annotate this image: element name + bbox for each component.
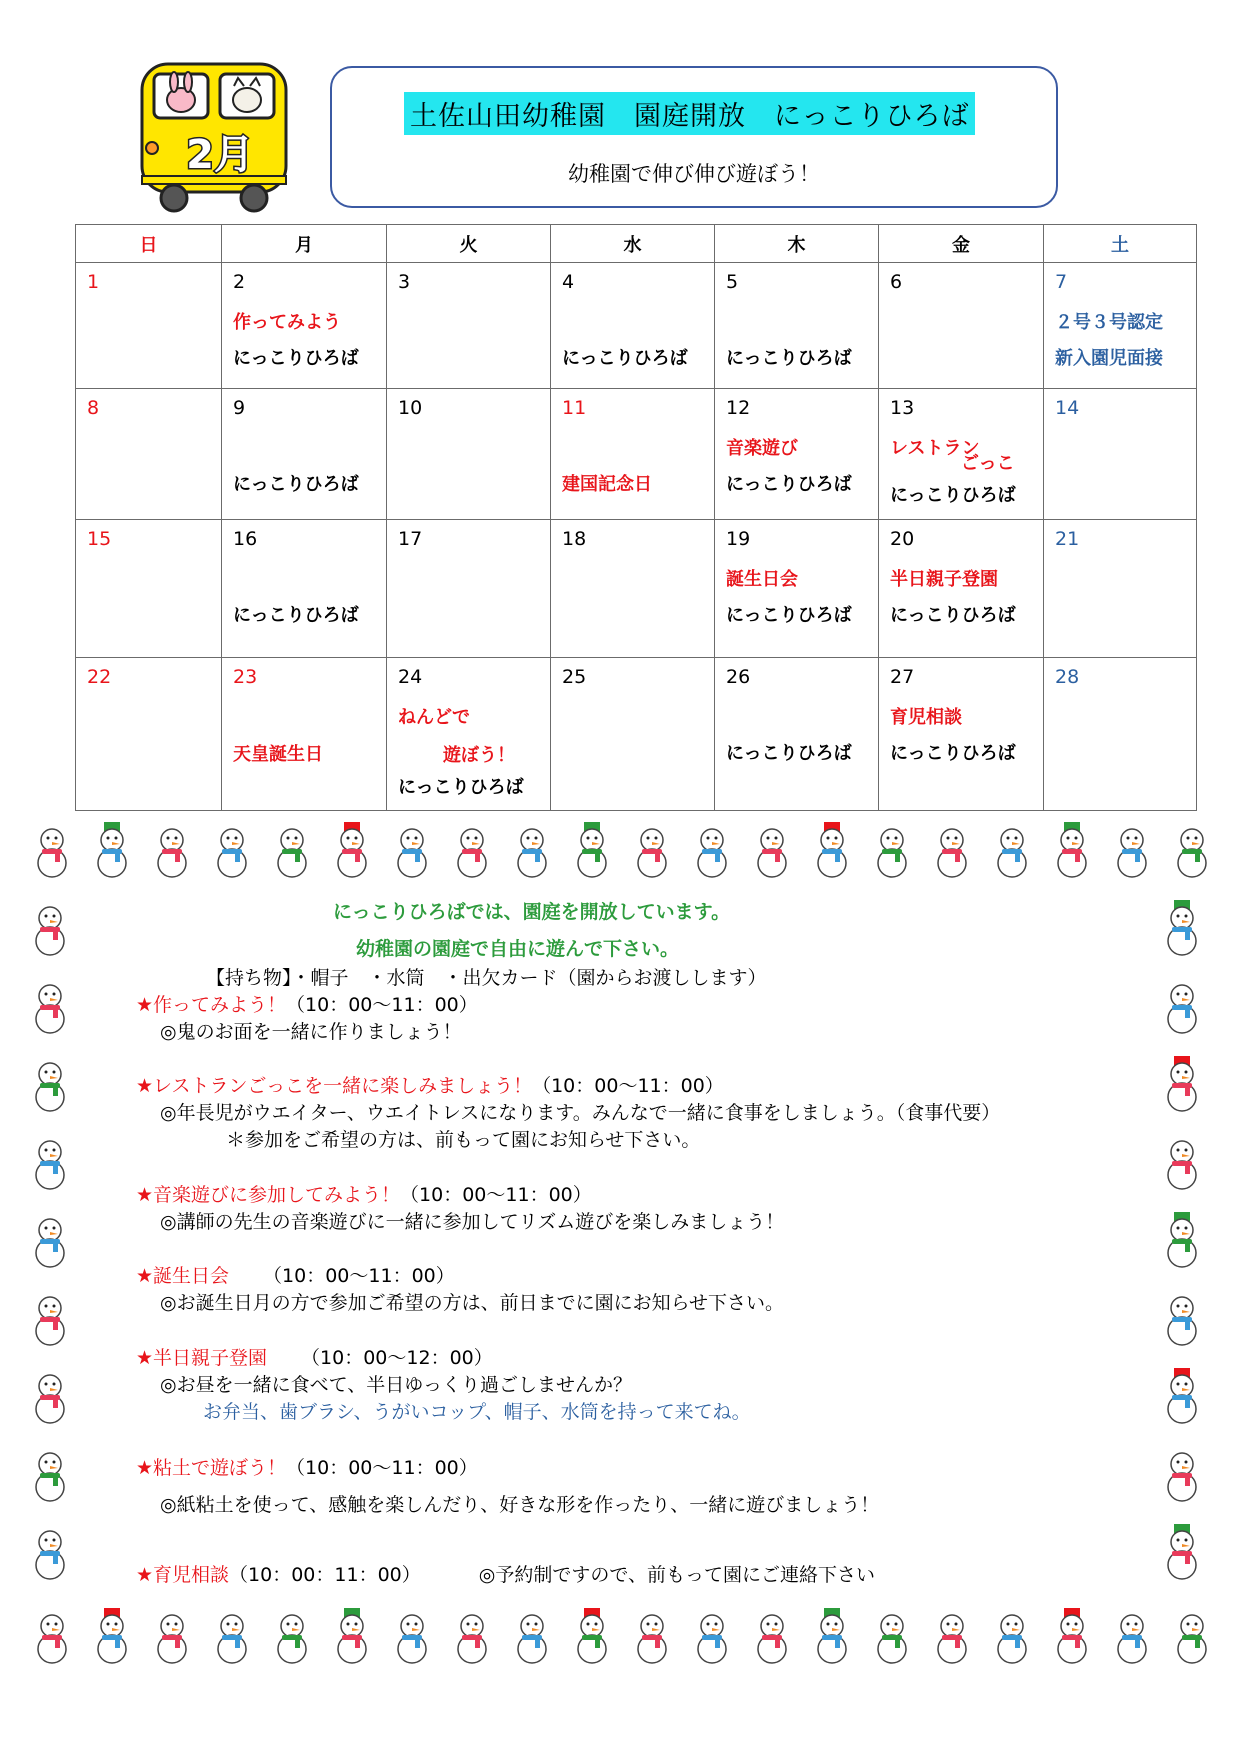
weekday-thu: 木 bbox=[715, 225, 879, 263]
calendar-day-cell bbox=[222, 520, 387, 658]
day-cell-content bbox=[387, 263, 550, 388]
snowman-icon bbox=[510, 822, 554, 878]
snowman-icon bbox=[390, 822, 434, 878]
snowman-icon bbox=[28, 978, 72, 1034]
nikkori-hiroba-label: にっこりひろば bbox=[726, 605, 852, 626]
day-cell-content bbox=[715, 389, 878, 519]
event-title-row bbox=[136, 1560, 875, 1587]
snowman-icon bbox=[270, 822, 314, 878]
snowman-icon bbox=[810, 1608, 854, 1664]
snowman-icon bbox=[270, 1608, 314, 1664]
calendar-day-cell bbox=[76, 520, 222, 658]
snowman-icon bbox=[28, 1056, 72, 1112]
day-cell-content bbox=[715, 658, 878, 810]
day-event: 天皇誕生日 bbox=[233, 744, 323, 765]
day-cell-content bbox=[1044, 658, 1196, 810]
calendar-day-cell bbox=[76, 389, 222, 520]
snowman-icon bbox=[510, 1608, 554, 1664]
day-cell-content bbox=[222, 520, 386, 657]
event-title: ★作ってみよう！ bbox=[136, 994, 287, 1016]
event-detail: ◎お誕生日月の方で参加ご希望の方は、前日までに園にお知らせ下さい。 bbox=[160, 1292, 785, 1314]
calendar-week-row bbox=[76, 263, 1197, 389]
nikkori-hiroba-label: にっこりひろば bbox=[726, 348, 852, 369]
day-number: 13 bbox=[890, 397, 915, 419]
snowman-icon bbox=[1160, 1290, 1204, 1346]
calendar-day-cell bbox=[715, 520, 879, 658]
day-cell-content bbox=[387, 520, 550, 657]
bus-illustration bbox=[138, 60, 290, 214]
event-title: ★半日親子登園 bbox=[136, 1347, 268, 1369]
event-title-row bbox=[136, 1071, 724, 1098]
snowman-icon bbox=[30, 1608, 74, 1664]
day-event: 音楽遊び bbox=[726, 438, 798, 459]
snowman-icon bbox=[150, 822, 194, 878]
snowman-icon bbox=[210, 1608, 254, 1664]
day-number: 7 bbox=[1055, 271, 1068, 293]
weekday-header-row bbox=[76, 225, 1197, 263]
day-number: 24 bbox=[398, 666, 423, 688]
day-cell-content bbox=[551, 263, 714, 388]
snowman-icon bbox=[28, 1524, 72, 1580]
day-cell-content bbox=[879, 658, 1043, 810]
calendar-day-cell bbox=[76, 263, 222, 389]
weekday-wed: 水 bbox=[551, 225, 715, 263]
event-title-row bbox=[136, 1343, 493, 1370]
event-detail: ◎年長児がウエイター、ウエイトレスになります。みんなで一緒に食事をしましょう。（食事代要） bbox=[160, 1102, 1001, 1124]
day-number: 26 bbox=[726, 666, 751, 688]
nikkori-hiroba-label: にっこりひろば bbox=[890, 485, 1016, 506]
snowman-icon bbox=[90, 1608, 134, 1664]
calendar-day-cell bbox=[879, 520, 1044, 658]
snowman-icon bbox=[990, 1608, 1034, 1664]
weekday-sun: 日 bbox=[76, 225, 222, 263]
day-cell-content bbox=[551, 389, 714, 519]
calendar-day-cell bbox=[715, 263, 879, 389]
snowman-icon bbox=[1160, 1446, 1204, 1502]
event-title: ★育児相談 bbox=[136, 1564, 230, 1586]
header-box bbox=[330, 66, 1058, 208]
day-number: 15 bbox=[87, 528, 112, 550]
day-number: 20 bbox=[890, 528, 915, 550]
snowman-icon bbox=[210, 822, 254, 878]
event-title: ★誕生日会 bbox=[136, 1265, 230, 1287]
calendar-day-cell bbox=[551, 389, 715, 520]
event-title: ★音楽遊びに参加してみよう！ bbox=[136, 1184, 401, 1206]
event-time: （10：00～12：00） bbox=[301, 1347, 493, 1369]
nikkori-hiroba-label: にっこりひろば bbox=[890, 605, 1016, 626]
day-cell-content bbox=[387, 389, 550, 519]
nikkori-hiroba-label: にっこりひろば bbox=[398, 777, 524, 798]
snowman-icon bbox=[28, 1368, 72, 1424]
day-cell-content bbox=[76, 389, 221, 519]
snowman-icon bbox=[28, 1212, 72, 1268]
day-number: 1 bbox=[87, 271, 100, 293]
snowman-icon bbox=[1160, 1368, 1204, 1424]
snowman-icon bbox=[1170, 1608, 1214, 1664]
nikkori-hiroba-label: にっこりひろば bbox=[233, 605, 359, 626]
calendar-day-cell bbox=[879, 389, 1044, 520]
day-cell-content bbox=[879, 389, 1043, 519]
calendar-day-cell bbox=[879, 658, 1044, 811]
day-cell-content bbox=[1044, 520, 1196, 657]
day-number: 12 bbox=[726, 397, 751, 419]
event-detail: ◎紙粘土を使って、感触を楽しんだり、好きな形を作ったり、一緒に遊びましょう！ bbox=[160, 1494, 880, 1516]
snowman-icon bbox=[570, 1608, 614, 1664]
day-cell-content bbox=[1044, 263, 1196, 388]
calendar-day-cell bbox=[387, 389, 551, 520]
event-time: （10：00～11：00） bbox=[532, 1075, 724, 1097]
snowman-icon bbox=[450, 822, 494, 878]
snowman-icon bbox=[690, 822, 734, 878]
weekday-tue: 火 bbox=[387, 225, 551, 263]
day-number: 8 bbox=[87, 397, 100, 419]
nikkori-hiroba-label: にっこりひろば bbox=[562, 348, 688, 369]
day-cell-content bbox=[715, 520, 878, 657]
snowman-icon bbox=[750, 822, 794, 878]
calendar-day-cell bbox=[387, 263, 551, 389]
snowman-icon bbox=[150, 1608, 194, 1664]
snowman-icon bbox=[750, 1608, 794, 1664]
day-number: 17 bbox=[398, 528, 423, 550]
snowman-icon bbox=[28, 1446, 72, 1502]
nikkori-hiroba-label: にっこりひろば bbox=[890, 743, 1016, 764]
day-number: 18 bbox=[562, 528, 587, 550]
day-cell-content bbox=[387, 658, 550, 810]
event-detail: ＊参加をご希望の方は、前もって園にお知らせ下さい。 bbox=[226, 1129, 701, 1151]
month-badge: 2月 bbox=[186, 132, 254, 178]
snowman-icon bbox=[1160, 900, 1204, 956]
nikkori-hiroba-label: にっこりひろば bbox=[233, 474, 359, 495]
day-number: 9 bbox=[233, 397, 246, 419]
day-cell-content bbox=[1044, 389, 1196, 519]
calendar-day-cell bbox=[1044, 389, 1197, 520]
notice-intro-2: 幼稚園の園庭で自由に遊んで下さい。 bbox=[356, 938, 680, 960]
snowman-icon bbox=[1160, 1056, 1204, 1112]
snowman-icon bbox=[90, 822, 134, 878]
nikkori-hiroba-label: にっこりひろば bbox=[726, 743, 852, 764]
event-title-row bbox=[136, 1180, 592, 1207]
calendar-day-cell bbox=[551, 263, 715, 389]
snowman-icon bbox=[1160, 978, 1204, 1034]
day-cell-content bbox=[551, 520, 714, 657]
nikkori-hiroba-label: にっこりひろば bbox=[726, 474, 852, 495]
snowman-icon bbox=[630, 1608, 674, 1664]
calendar-day-cell bbox=[222, 263, 387, 389]
calendar-day-cell bbox=[387, 520, 551, 658]
day-number: 21 bbox=[1055, 528, 1080, 550]
snowman-icon bbox=[930, 822, 974, 878]
page-title: 土佐山田幼稚園 園庭開放 にっこりひろば bbox=[404, 92, 975, 135]
snowman-icon bbox=[630, 822, 674, 878]
calendar-day-cell bbox=[551, 658, 715, 811]
event-title-row bbox=[136, 1453, 478, 1480]
snowman-icon bbox=[870, 822, 914, 878]
snowman-icon bbox=[28, 1134, 72, 1190]
weekday-mon: 月 bbox=[222, 225, 387, 263]
day-event-continued: 遊ぼう！ bbox=[443, 745, 515, 766]
snowman-icon bbox=[1110, 1608, 1154, 1664]
day-cell-content bbox=[551, 658, 714, 810]
calendar-day-cell bbox=[222, 389, 387, 520]
snowman-icon bbox=[1160, 1134, 1204, 1190]
day-number: 27 bbox=[890, 666, 915, 688]
day-event-continued: ごっこ bbox=[961, 453, 1015, 474]
snowman-icon bbox=[1160, 1524, 1204, 1580]
snowman-icon bbox=[870, 1608, 914, 1664]
event-detail: ◎鬼のお面を一緒に作りましょう！ bbox=[160, 1021, 462, 1043]
calendar-day-cell bbox=[387, 658, 551, 811]
day-event: 誕生日会 bbox=[726, 569, 798, 590]
snowman-icon bbox=[930, 1608, 974, 1664]
snowman-icon bbox=[390, 1608, 434, 1664]
snowman-icon bbox=[810, 822, 854, 878]
day-cell-content bbox=[76, 263, 221, 388]
calendar-week-row bbox=[76, 389, 1197, 520]
day-cell-content bbox=[715, 263, 878, 388]
calendar-day-cell bbox=[222, 658, 387, 811]
day-event: 新入園児面接 bbox=[1055, 348, 1163, 369]
weekday-fri: 金 bbox=[879, 225, 1044, 263]
day-number: 28 bbox=[1055, 666, 1080, 688]
event-time: （10：00：11：00） bbox=[229, 1564, 421, 1586]
snowman-icon bbox=[570, 822, 614, 878]
snowman-icon bbox=[1050, 822, 1094, 878]
calendar-table bbox=[75, 224, 1197, 811]
notice-intro-1: にっこりひろばでは、園庭を開放しています。 bbox=[333, 901, 731, 923]
calendar-week-row bbox=[76, 520, 1197, 658]
weekday-sat: 土 bbox=[1044, 225, 1197, 263]
day-number: 6 bbox=[890, 271, 903, 293]
day-number: 16 bbox=[233, 528, 258, 550]
event-detail: ◎講師の先生の音楽遊びに一緒に参加してリズム遊びを楽しみましょう！ bbox=[160, 1211, 785, 1233]
day-number: 14 bbox=[1055, 397, 1080, 419]
day-cell-content bbox=[76, 520, 221, 657]
event-time: （10：00～11：00） bbox=[263, 1265, 455, 1287]
day-number: 5 bbox=[726, 271, 739, 293]
day-number: 22 bbox=[87, 666, 112, 688]
day-event: 作ってみよう bbox=[233, 312, 341, 333]
day-event: 建国記念日 bbox=[562, 474, 652, 495]
event-detail: ◎お昼を一緒に食べて、半日ゆっくり過ごしませんか？ bbox=[160, 1374, 633, 1396]
snowman-icon bbox=[30, 822, 74, 878]
snowman-icon bbox=[990, 822, 1034, 878]
day-cell-content bbox=[879, 263, 1043, 388]
event-time: （10：00～11：00） bbox=[400, 1184, 592, 1206]
event-title: ★粘土で遊ぼう！ bbox=[136, 1457, 287, 1479]
event-title-row bbox=[136, 990, 478, 1017]
calendar-day-cell bbox=[551, 520, 715, 658]
snowman-icon bbox=[690, 1608, 734, 1664]
day-cell-content bbox=[222, 389, 386, 519]
snowman-icon bbox=[1110, 822, 1154, 878]
day-cell-content bbox=[76, 658, 221, 810]
snowman-icon bbox=[28, 1290, 72, 1346]
day-event: 育児相談 bbox=[890, 707, 962, 728]
day-number: 23 bbox=[233, 666, 258, 688]
day-number: 4 bbox=[562, 271, 575, 293]
day-event: ２号３号認定 bbox=[1055, 312, 1163, 333]
day-number: 10 bbox=[398, 397, 423, 419]
day-event: ねんどで bbox=[398, 707, 470, 728]
day-number: 11 bbox=[562, 397, 587, 419]
event-detail: ◎予約制ですので、前もって園にご連絡下さい bbox=[478, 1564, 875, 1586]
day-number: 19 bbox=[726, 528, 751, 550]
snowman-icon bbox=[330, 1608, 374, 1664]
calendar-week-row bbox=[76, 658, 1197, 811]
belongings: 【持ち物】・帽子 ・水筒 ・出欠カード（園からお渡しします） bbox=[206, 967, 767, 989]
day-cell-content bbox=[879, 520, 1043, 657]
event-title: ★レストランごっこを一緒に楽しみましょう！ bbox=[136, 1075, 533, 1097]
day-number: 25 bbox=[562, 666, 587, 688]
event-time: （10：00～11：00） bbox=[286, 1457, 478, 1479]
calendar-day-cell bbox=[1044, 520, 1197, 658]
event-title-row bbox=[136, 1261, 455, 1288]
snowman-icon bbox=[1170, 822, 1214, 878]
day-cell-content bbox=[222, 658, 386, 810]
snowman-icon bbox=[28, 900, 72, 956]
calendar-day-cell bbox=[879, 263, 1044, 389]
nikkori-hiroba-label: にっこりひろば bbox=[233, 348, 359, 369]
calendar-day-cell bbox=[1044, 263, 1197, 389]
snowman-icon bbox=[1050, 1608, 1094, 1664]
snowman-icon bbox=[450, 1608, 494, 1664]
snowman-icon bbox=[1160, 1212, 1204, 1268]
page-subtitle: 幼稚園で伸び伸び遊ぼう！ bbox=[568, 162, 820, 186]
calendar-day-cell bbox=[76, 658, 222, 811]
day-number: 3 bbox=[398, 271, 411, 293]
calendar-day-cell bbox=[1044, 658, 1197, 811]
snowman-icon bbox=[330, 822, 374, 878]
event-detail: お弁当、歯ブラシ、うがいコップ、帽子、水筒を持って来てね。 bbox=[203, 1401, 751, 1423]
calendar-day-cell bbox=[715, 658, 879, 811]
day-cell-content bbox=[222, 263, 386, 388]
calendar-day-cell bbox=[715, 389, 879, 520]
day-number: 2 bbox=[233, 271, 246, 293]
day-event: 半日親子登園 bbox=[890, 569, 998, 590]
day-event: レストラン bbox=[890, 438, 980, 459]
event-time: （10：00～11：00） bbox=[286, 994, 478, 1016]
